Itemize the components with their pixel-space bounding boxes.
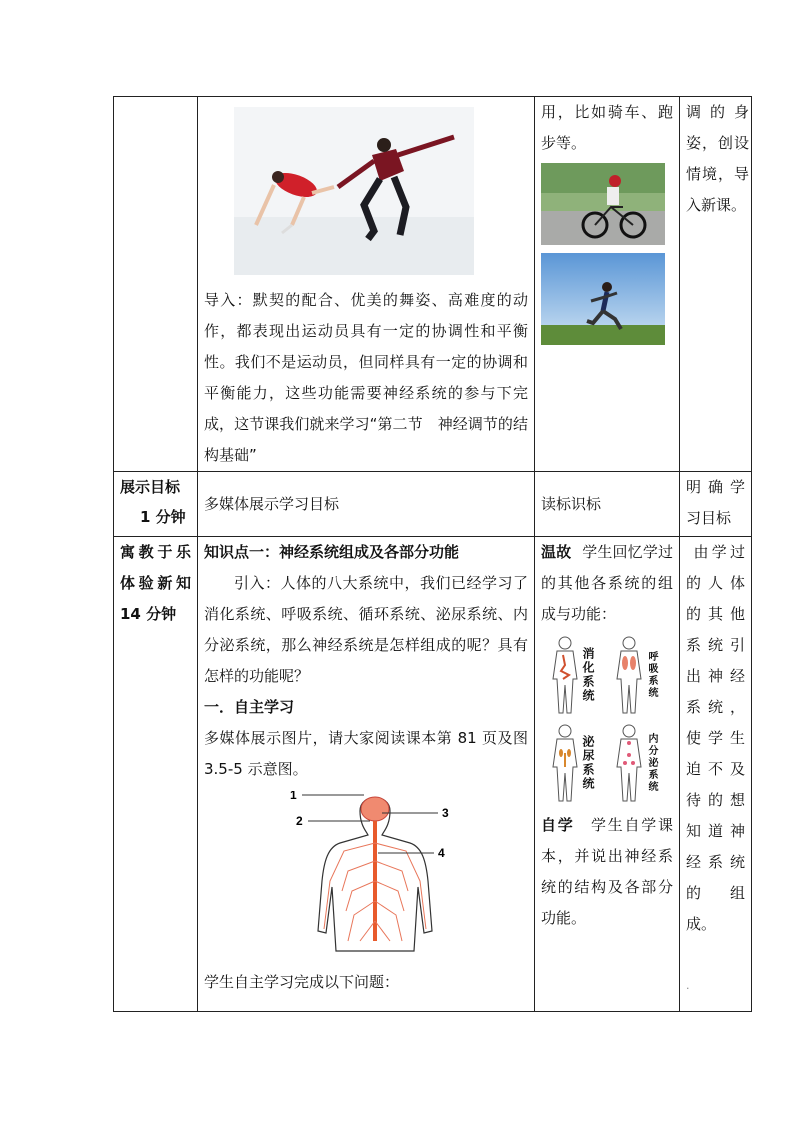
show-goals-text: 多媒体展示学习目标 bbox=[204, 494, 340, 513]
cell-design-intent-2 bbox=[680, 537, 752, 1012]
bike-run-text: 用，比如骑车、跑步等。 bbox=[541, 103, 673, 152]
self-study-text: 学生自学课本，并说出神经系统的结构及各部分功能。 bbox=[541, 816, 673, 927]
table-row bbox=[114, 537, 752, 1012]
body-figure-icon bbox=[549, 723, 581, 803]
table-row bbox=[114, 97, 752, 472]
figure-skating-photo bbox=[234, 107, 474, 275]
cell-student-activity bbox=[535, 97, 680, 472]
review-text: 学生回忆学过的其他各系统的组成与功能： bbox=[541, 543, 673, 623]
endocrine-system-figure bbox=[613, 722, 673, 804]
digestive-system-figure bbox=[549, 634, 609, 716]
closing-text: 学生自主学习完成以下问题： bbox=[204, 973, 400, 991]
body-figure-icon bbox=[613, 723, 645, 803]
lesson-plan-table bbox=[113, 96, 765, 1012]
clear-goals-text: 明确学习目标 bbox=[686, 478, 745, 527]
diagram-label-3: 3 bbox=[442, 806, 449, 820]
self-study-block bbox=[541, 810, 673, 934]
urinary-system-figure bbox=[549, 722, 609, 804]
cell-teacher-activity bbox=[198, 97, 535, 472]
stage-new-knowledge-text: 寓教于乐体验新知 14 分钟 bbox=[120, 543, 191, 623]
cell-stage bbox=[114, 97, 198, 472]
system-name: 内分泌系统 bbox=[646, 733, 657, 793]
stray-dot: . bbox=[686, 979, 690, 992]
cell-show-goals bbox=[198, 472, 535, 537]
review-block bbox=[541, 537, 673, 630]
diagram-label-2: 2 bbox=[296, 814, 303, 828]
cell-clear-goals bbox=[680, 472, 752, 537]
body-figure-icon bbox=[549, 635, 581, 715]
nervous-system-diagram bbox=[290, 791, 490, 957]
system-name: 呼吸系统 bbox=[646, 651, 657, 699]
cell-knowledge-one bbox=[198, 537, 535, 1012]
read-goals-text: 读标识标 bbox=[541, 494, 602, 513]
body-figure-icon bbox=[613, 635, 645, 715]
respiratory-system-figure bbox=[613, 634, 673, 716]
cell-read-goals bbox=[535, 472, 680, 537]
diagram-label-4: 4 bbox=[438, 846, 445, 860]
intro-paragraph: 导入：默契的配合、优美的舞姿、高难度的动作，都表现出运动员具有一定的协调性和平衡性。我们不是运动员，但同样具有一定的协调和平衡能力，这些功能需要神经系统的参与下完成，这节课我们就来学习“第二节 神经调节的结构基础” bbox=[204, 291, 528, 464]
knowledge-intro: 引入：人体的八大系统中，我们已经学习了消化系统、呼吸系统、循环系统、泌尿系统、内分泌系统，那么神经系统是怎样组成的呢？具有怎样的功能呢？ bbox=[204, 574, 528, 685]
cycling-photo bbox=[541, 163, 665, 245]
instruction-text: 多媒体展示图片，请大家阅读课本第 81 页及图 3.5-5 示意图。 bbox=[204, 729, 528, 778]
stage-goals-time: 1 分钟 bbox=[140, 508, 186, 526]
review-label: 温故 bbox=[541, 543, 572, 561]
cell-design-intent bbox=[680, 97, 765, 472]
stage-goals-title: 展示目标 bbox=[120, 478, 181, 496]
diagram-label-1: 1 bbox=[290, 791, 297, 802]
cell-stage-new-knowledge bbox=[114, 537, 198, 1012]
section-title: 一．自主学习 bbox=[204, 698, 295, 716]
cell-review-self-study bbox=[535, 537, 680, 1012]
cell-stage-goals bbox=[114, 472, 198, 537]
design-intent-2-text: 由学过的人体的其他系统引出神经系统，使学生迫不及待的想知道神经系统的组成。 bbox=[686, 543, 745, 933]
system-name: 消化系统 bbox=[581, 647, 595, 703]
design-intent-text: 调的身姿，创设情境，导 入新课。 bbox=[686, 103, 765, 214]
body-systems-grid bbox=[549, 634, 673, 804]
knowledge-title: 知识点一：神经系统组成及各部分功能 bbox=[204, 543, 460, 561]
running-photo bbox=[541, 253, 665, 345]
system-name: 泌尿系统 bbox=[581, 735, 595, 791]
table-row bbox=[114, 472, 752, 537]
self-study-label: 自学 bbox=[541, 816, 575, 834]
